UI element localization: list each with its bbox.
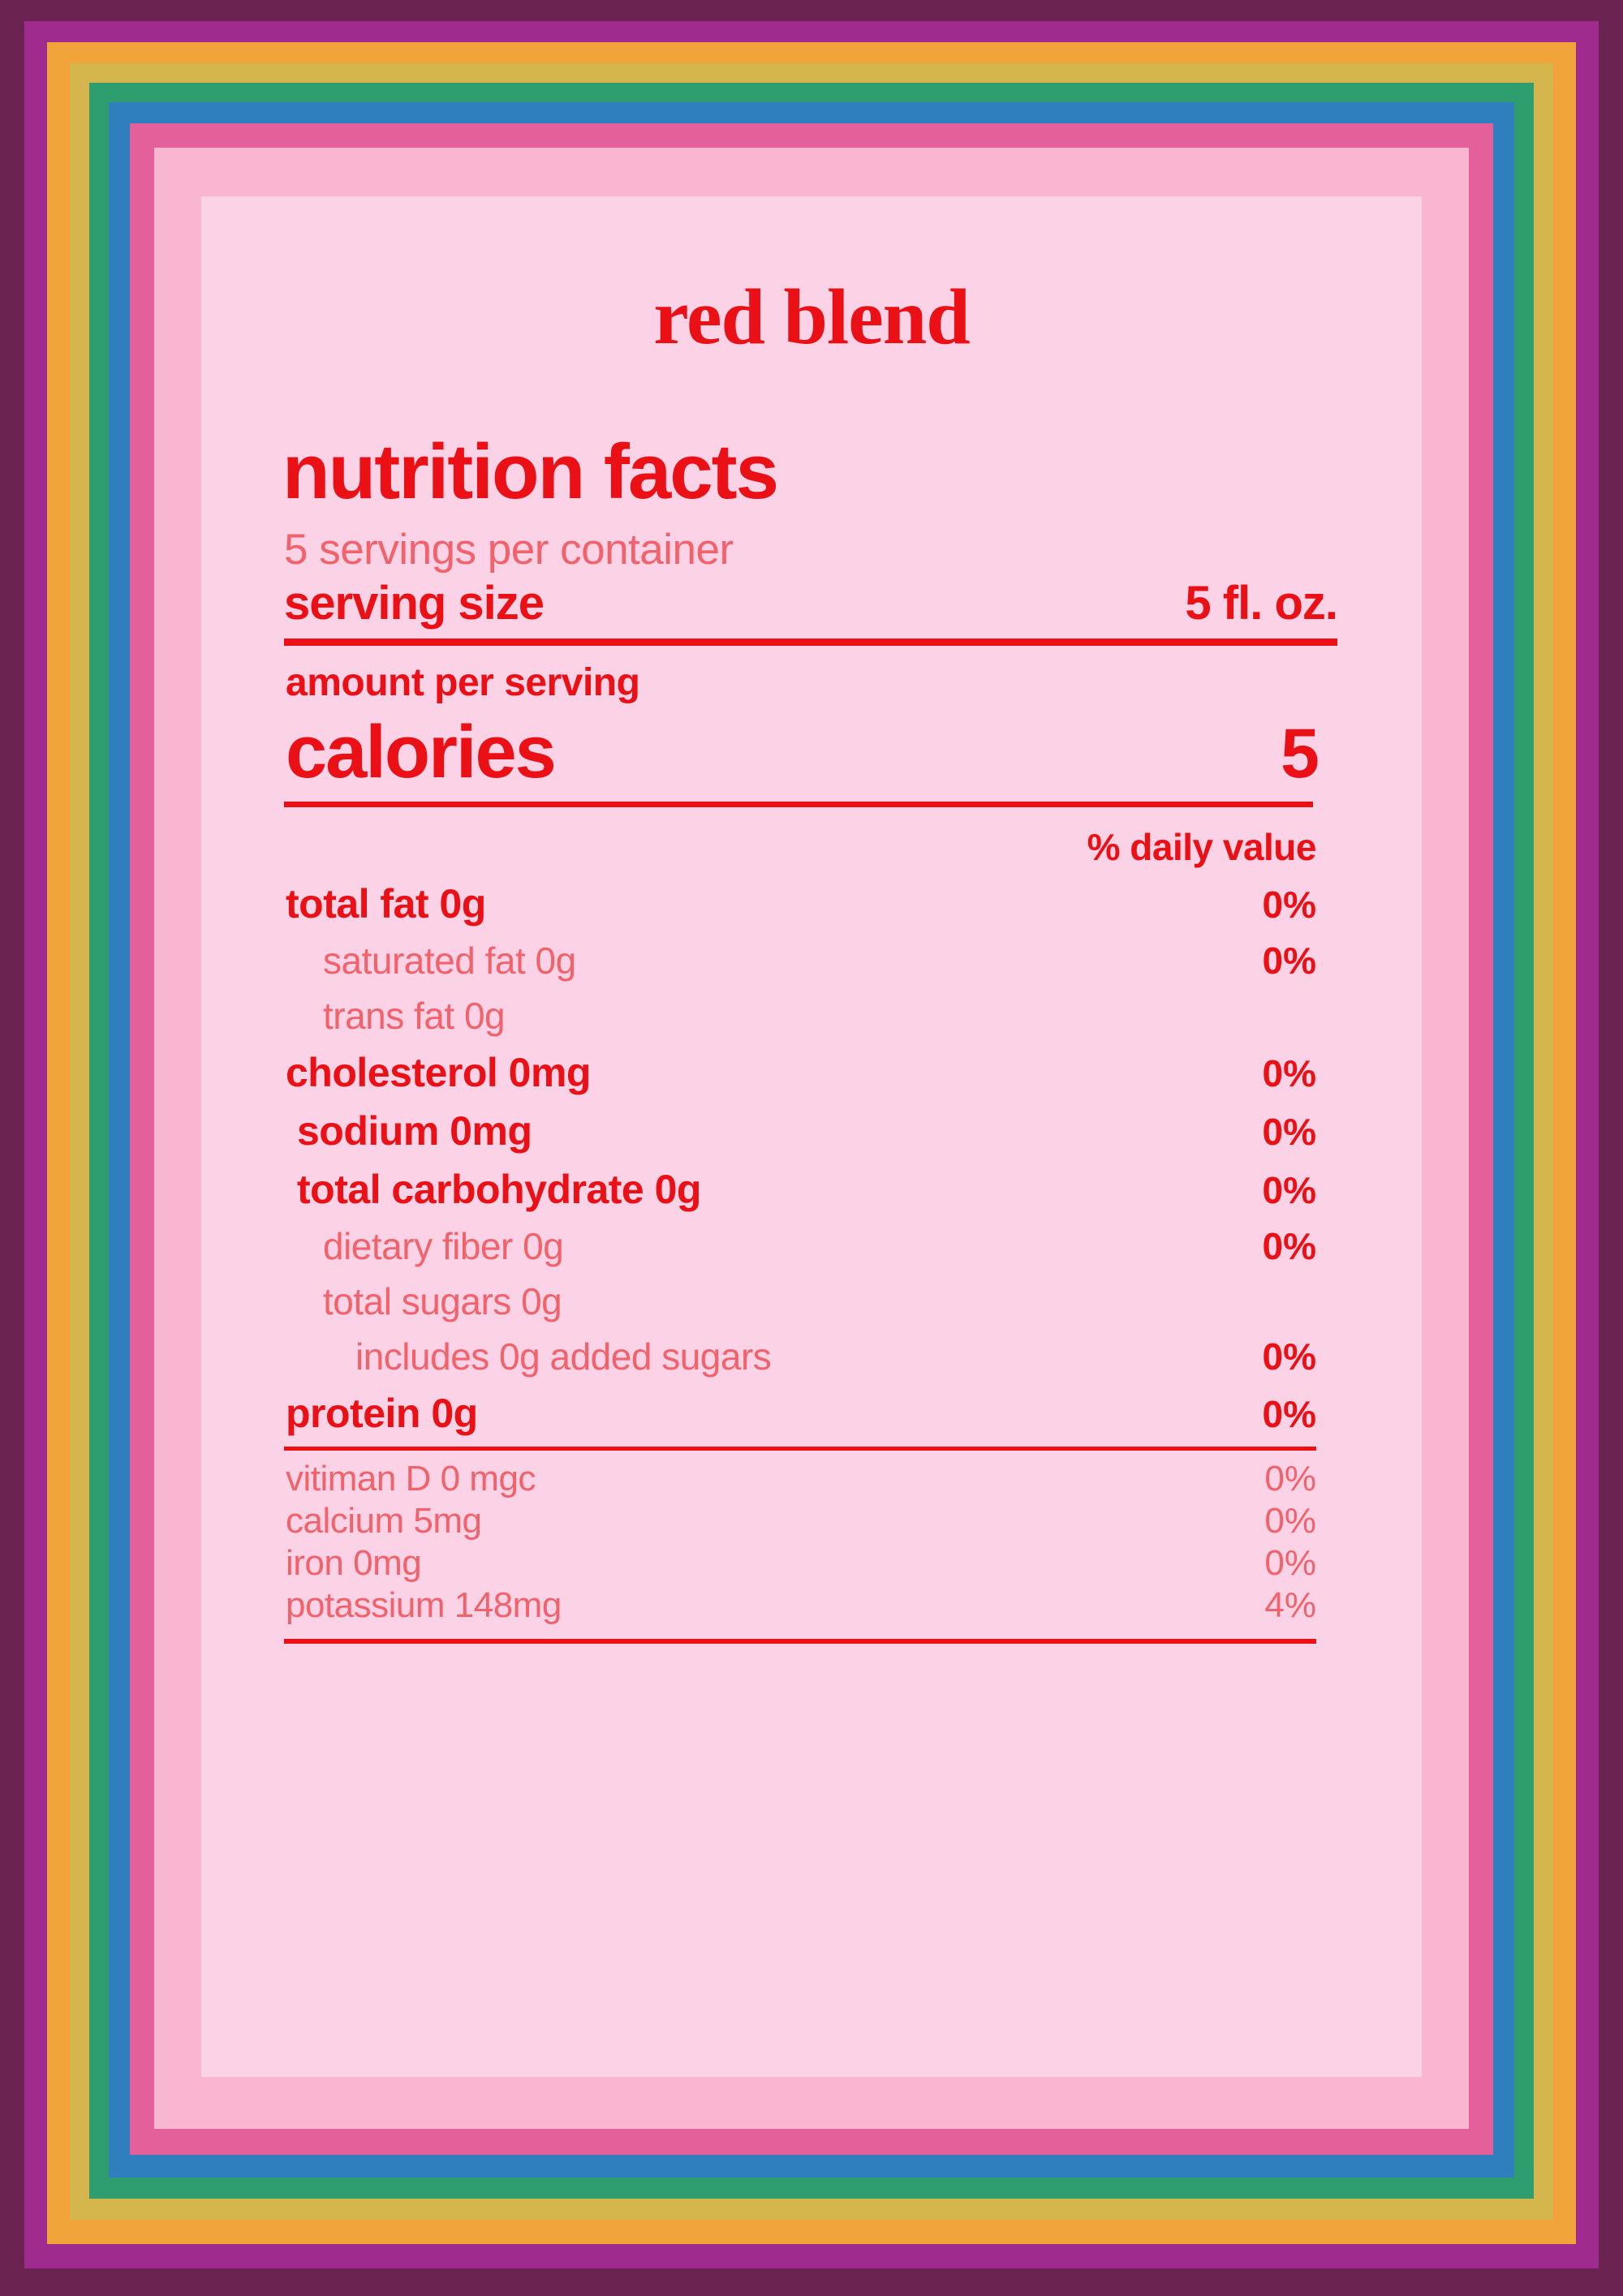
servings-per-container: 5 servings per container xyxy=(284,525,734,574)
page-title: nutrition facts xyxy=(282,428,777,515)
nutrient-name: cholesterol 0mg xyxy=(286,1049,591,1095)
amount-per-serving-label: amount per serving xyxy=(286,660,640,704)
nutrient-row xyxy=(286,1107,1316,1154)
nutrient-name: includes 0g added sugars xyxy=(355,1335,772,1378)
calories-row xyxy=(286,710,1319,795)
nutrient-name: saturated fat 0g xyxy=(323,939,576,982)
nutrient-row xyxy=(286,1224,1316,1268)
divider-above-vitamins xyxy=(284,1447,1316,1451)
frame-band-blue xyxy=(109,102,1514,2178)
nutrient-name: total carbohydrate 0g xyxy=(297,1166,701,1212)
serving-size-value: 5 fl. oz. xyxy=(1185,576,1337,630)
nutrient-row xyxy=(286,880,1316,927)
nutrient-name: protein 0g xyxy=(286,1390,478,1436)
nutrient-name: total fat 0g xyxy=(286,880,486,927)
nutrient-row xyxy=(286,994,1316,1038)
nutrient-dv: 0% xyxy=(1262,939,1316,982)
daily-value-header: % daily value xyxy=(1087,825,1316,868)
nutrient-name: total sugars 0g xyxy=(323,1279,562,1322)
nutrient-dv: 0% xyxy=(1262,1392,1316,1435)
nutrient-row xyxy=(286,1166,1316,1213)
divider-bottom xyxy=(284,1639,1316,1644)
serving-size-label: serving size xyxy=(284,576,545,630)
calories-label: calories xyxy=(286,710,555,793)
frame-band-orange xyxy=(47,42,1576,2244)
nutrient-row xyxy=(286,1335,1316,1378)
vitamin-list xyxy=(286,1459,1316,1626)
nutrient-name: dietary fiber 0g xyxy=(323,1224,564,1267)
frame-band-magenta xyxy=(24,21,1599,2268)
vitamin-dv: 4% xyxy=(1264,1584,1316,1625)
nutrient-dv: 0% xyxy=(1262,1335,1316,1378)
nutrient-row xyxy=(286,1390,1316,1437)
nutrient-row xyxy=(286,1049,1316,1096)
frame-band-softpink xyxy=(154,148,1469,2129)
vitamin-dv: 0% xyxy=(1264,1500,1316,1541)
nutrient-name: trans fat 0g xyxy=(323,994,506,1037)
nutrient-dv: 0% xyxy=(1262,883,1316,926)
vitamin-dv: 0% xyxy=(1264,1542,1316,1583)
vitamin-dv: 0% xyxy=(1264,1458,1316,1498)
calories-value: 5 xyxy=(1281,714,1319,793)
vitamin-row xyxy=(286,1585,1316,1626)
divider-under-calories xyxy=(284,802,1313,807)
vitamin-name: vitiman D 0 mgc xyxy=(286,1458,536,1498)
frame-band-green xyxy=(89,83,1534,2199)
nutrient-row xyxy=(286,939,1316,982)
frame-band-mustard xyxy=(70,63,1553,2220)
brand-title: red blend xyxy=(653,273,970,361)
nutrient-dv: 0% xyxy=(1262,1051,1316,1094)
vitamin-name: potassium 148mg xyxy=(286,1584,562,1625)
nutrient-list xyxy=(286,880,1316,1437)
divider-under-serving-size xyxy=(284,638,1337,646)
nutrition-label-card xyxy=(201,196,1422,2077)
vitamin-row xyxy=(286,1501,1316,1541)
vitamin-row xyxy=(286,1459,1316,1499)
nutrient-dv: 0% xyxy=(1262,1168,1316,1211)
nutrient-row xyxy=(286,1279,1316,1323)
serving-size-row xyxy=(284,574,1337,630)
nutrient-dv: 0% xyxy=(1262,1110,1316,1153)
nutrient-name: sodium 0mg xyxy=(297,1107,532,1154)
nutrient-dv: 0% xyxy=(1262,1224,1316,1267)
vitamin-row xyxy=(286,1543,1316,1584)
vitamin-name: iron 0mg xyxy=(286,1542,422,1583)
vitamin-name: calcium 5mg xyxy=(286,1500,482,1541)
frame-band-pink xyxy=(130,123,1493,2155)
